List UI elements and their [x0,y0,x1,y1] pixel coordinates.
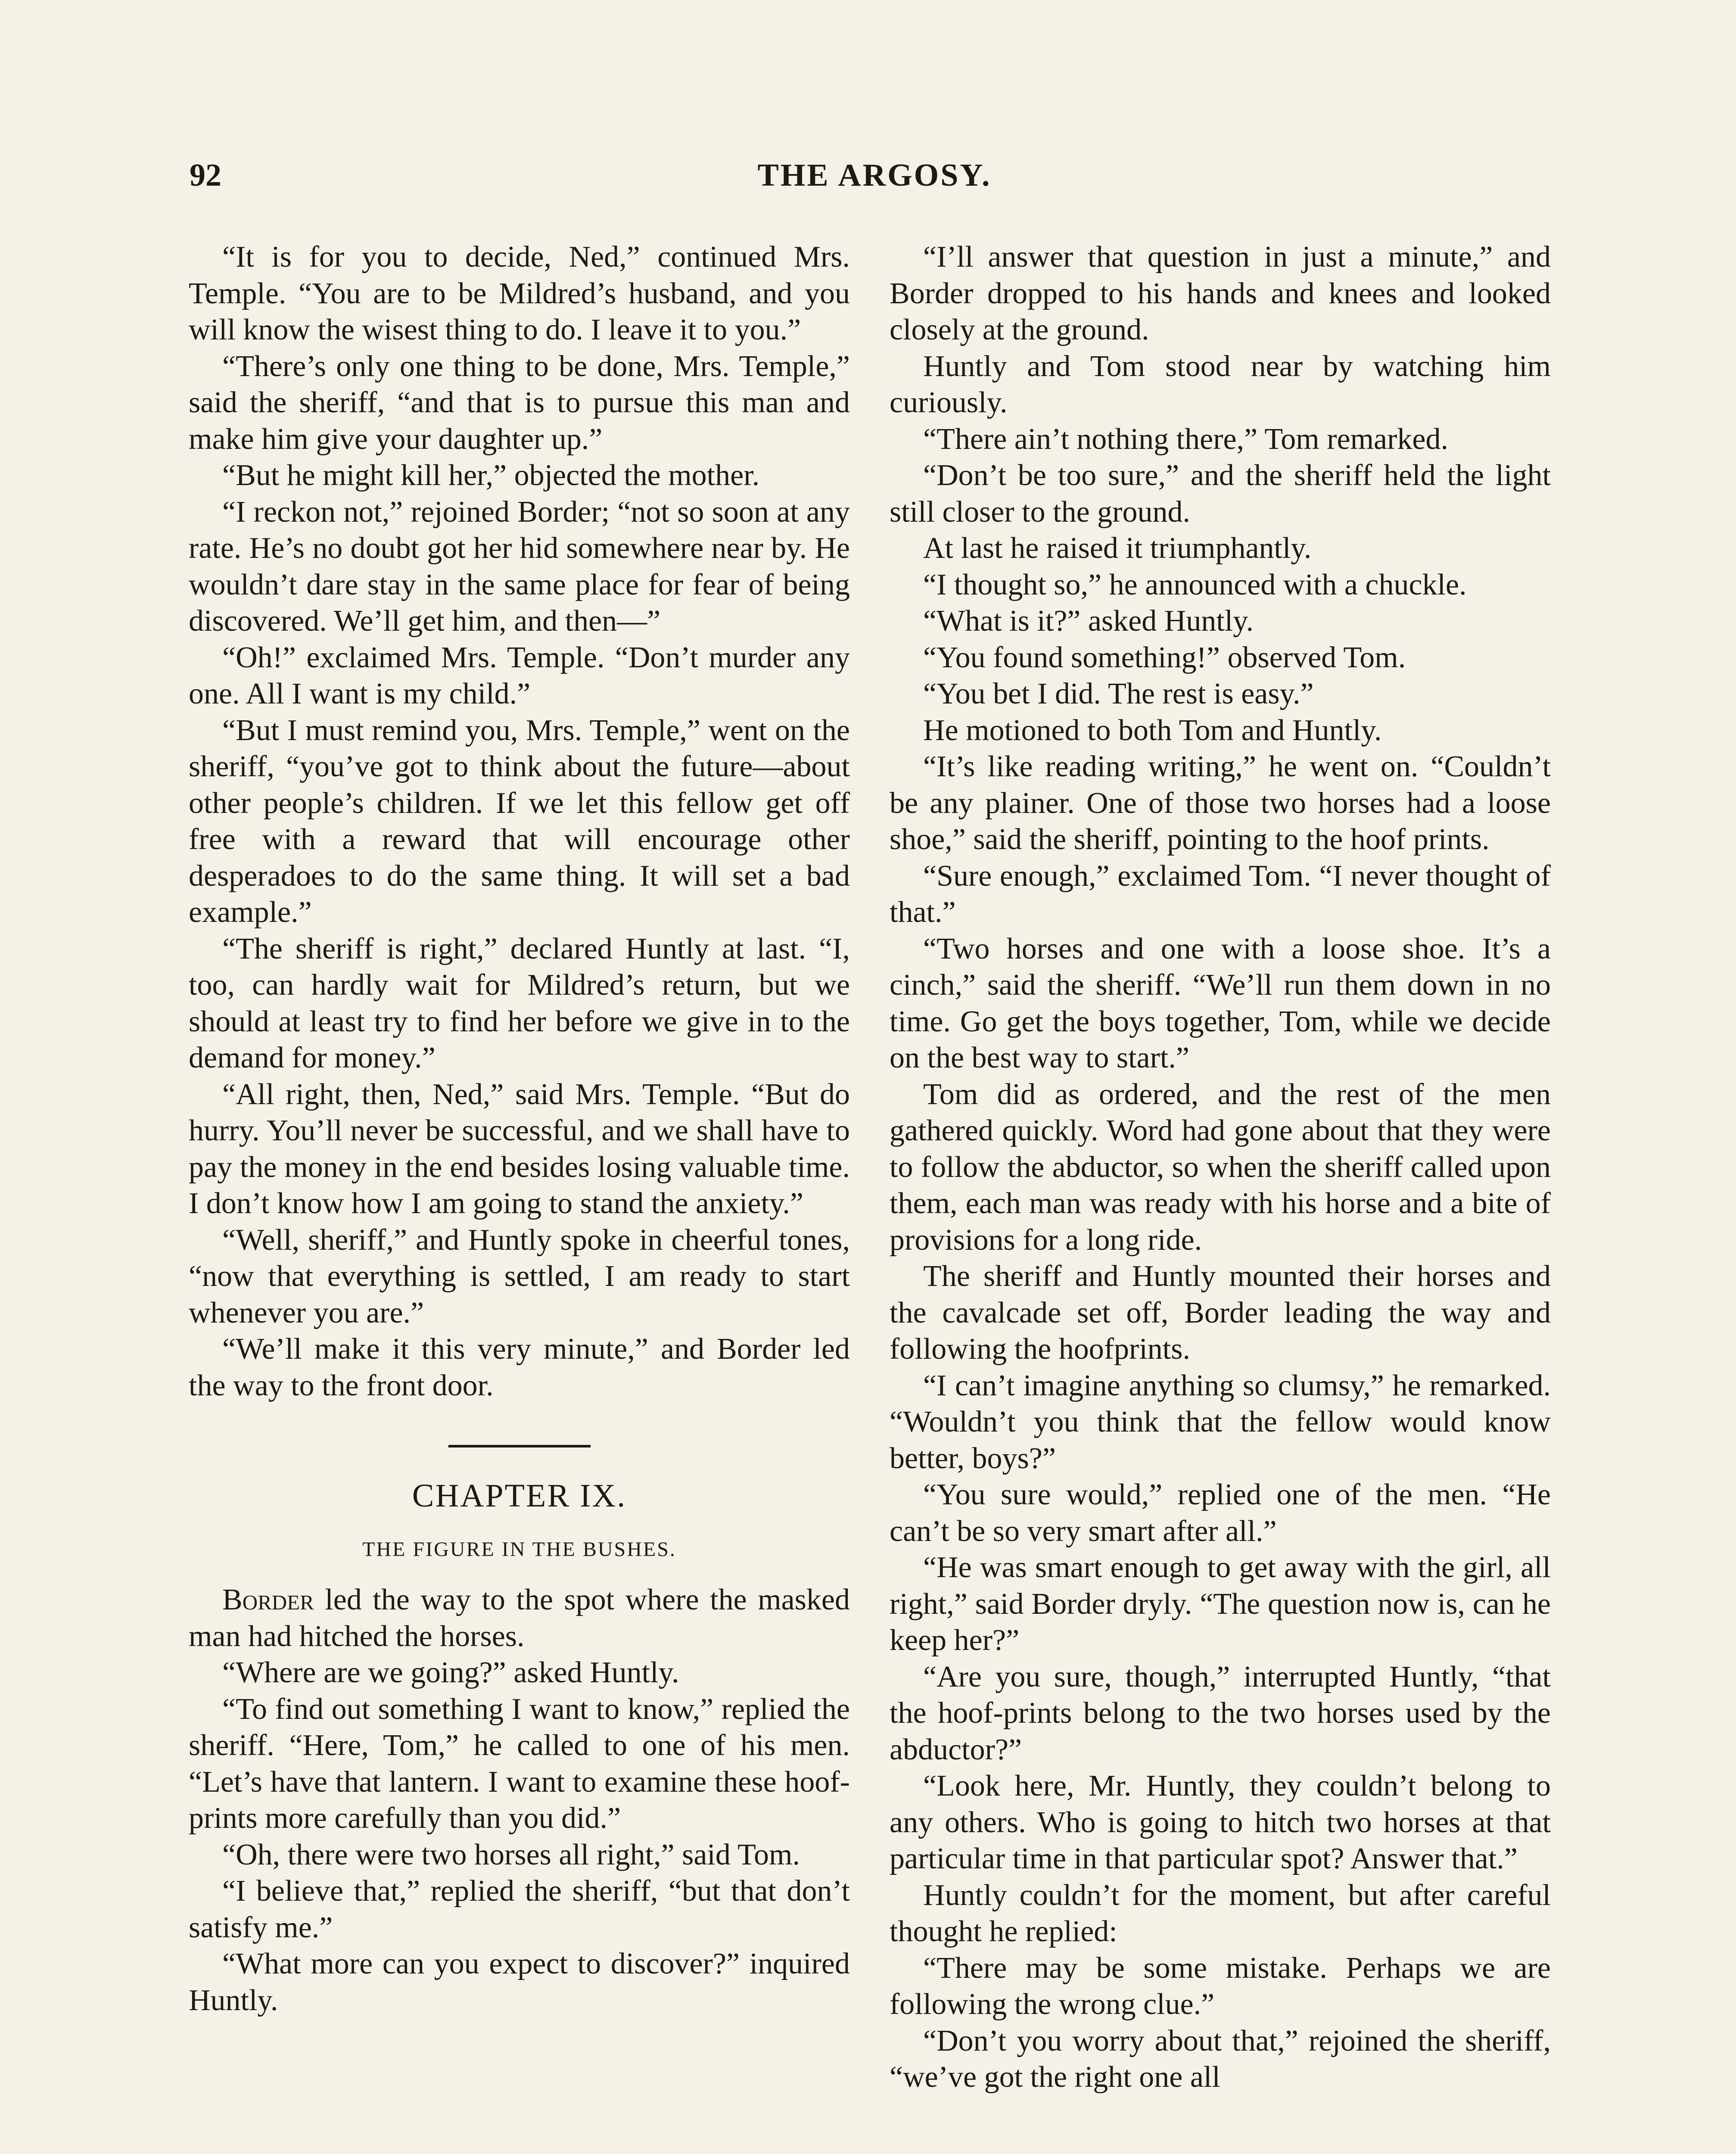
paragraph: The sheriff and Huntly mounted their horses and the cavalcade set off, Border leading the way and following the hoofprints. [890,1260,1551,1366]
running-head: THE ARGOSY. [757,158,992,193]
paragraph: “But he might kill her,” objected the mother. [222,459,760,492]
paragraph: “There’s only one thing to be done, Mrs. Temple,” said the sheriff, “and that is to pursue this man and make him give your daughter up.” [189,349,850,456]
chapter-lead-word: Border [222,1583,314,1616]
paragraph: “The sheriff is right,” declared Huntly at last. “I, too, can hardly wait for Mildred’s return, but we should at least try to find her before we give in to the demand for money.” [189,932,850,1074]
paragraph: “Are you sure, though,” interrupted Huntly, “that the hoof-prints belong to the two horses used by the abductor?” [890,1660,1551,1766]
paragraph: “Don’t be too sure,” and the sheriff held the light still closer to the ground. [890,459,1551,529]
paragraph: “Well, sheriff,” and Huntly spoke in cheerful tones, “now that everything is settled, I am ready to start whenever you are.” [189,1223,850,1329]
paragraph: “We’ll make it this very minute,” and Border led the way to the front door. [189,1332,850,1402]
page-number: 92 [190,158,221,193]
paragraph: “What is it?” asked Huntly. [923,604,1254,638]
paragraph: “What more can you expect to discover?” inquired Huntly. [189,1947,850,2017]
chapter-subtitle: THE FIGURE IN THE BUSHES. [362,1538,676,1561]
paragraph: “To find out something I want to know,” replied the sheriff. “Here, Tom,” he called to one of his men. “Let’s have that lantern. I want to examine these hoof-prints more carefully than you did.” [189,1692,850,1835]
page-header [190,157,1559,205]
paragraph: “It’s like reading writing,” he went on. “Couldn’t be any plainer. One of those two horses had a loose shoe,” said the sheriff, pointing to the hoof prints. [890,750,1551,856]
paragraph: “Sure enough,” exclaimed Tom. “I never thought of that.” [890,859,1551,929]
paragraph: “All right, then, Ned,” said Mrs. Temple. “But do hurry. You’ll never be successful, and we shall have to pay the money in the end besides losing valuable time. I don’t know how I am going to stand the anxiety.” [189,1077,850,1220]
paragraph: “You bet I did. The rest is easy.” [923,677,1314,710]
paragraph: “Don’t you worry about that,” rejoined the sheriff, “we’ve got the right one all [890,2024,1551,2094]
paragraph: “I reckon not,” rejoined Border; “not so soon at any rate. He’s no doubt got her hid somewhere near by. He wouldn’t dare stay in the same place for fear of being discovered. We’ll get him, and then—” [189,495,850,638]
paragraph: “Look here, Mr. Huntly, they couldn’t belong to any others. Who is going to hitch two horses at that particular time in that particular spot? Answer that.” [890,1769,1551,1875]
paragraph: “He was smart enough to get away with the girl, all right,” said Border dryly. “The question now is, can he keep her?” [890,1551,1551,1657]
paragraph: “I thought so,” he announced with a chuckle. [923,568,1467,601]
paragraph: “There may be some mistake. Perhaps we are following the wrong clue.” [890,1951,1551,2021]
paragraph: “Oh!” exclaimed Mrs. Temple. “Don’t murder any one. All I want is my child.” [189,641,850,710]
paragraph: At last he raised it triumphantly. [923,532,1312,565]
paragraph: Tom did as ordered, and the rest of the men gathered quickly. Word had gone about that they were to follow the abductor, so when the sheriff called upon them, each man was ready with his horse and a bite of provisions for a long ride. [890,1077,1551,1257]
paragraph: “But I must remind you, Mrs. Temple,” went on the sheriff, “you’ve got to think about the future—about other people’s children. If we let this fellow get off free with a reward that will encourage other desperadoes to do the same thing. It will set a bad example.” [189,713,850,929]
left-column [189,239,850,2019]
paragraph: “It is for you to decide, Ned,” continued Mrs. Temple. “You are to be Mildred’s husband, and you will know the wisest thing to do. I leave it to you.” [189,240,850,346]
chapter-opening-paragraph [189,1582,850,1655]
paragraph: He motioned to both Tom and Huntly. [923,713,1382,747]
paragraph: “There ain’t nothing there,” Tom remarked. [923,422,1448,456]
paragraph: “You found something!” observed Tom. [923,641,1406,674]
paragraph: “I’ll answer that question in just a minute,” and Border dropped to his hands and knees and looked closely at the ground. [890,240,1551,346]
right-column [890,239,1551,2096]
paragraph: “You sure would,” replied one of the men. “He can’t be so very smart after all.” [890,1478,1551,1548]
paragraph: “I can’t imagine anything so clumsy,” he remarked. “Wouldn’t you think that the fellow would know better, boys?” [890,1369,1551,1475]
paragraph: Huntly couldn’t for the moment, but after careful thought he replied: [890,1878,1551,1948]
paragraph: “Two horses and one with a loose shoe. It’s a cinch,” said the sheriff. “We’ll run them down in no time. Go get the boys together, Tom, while we decide on the best way to start.” [890,932,1551,1074]
paragraph: “Oh, there were two horses all right,” said Tom. [222,1838,800,1871]
chapter-opening-text: led the way to the spot where the masked man had hitched the horses. [189,1583,850,1653]
paragraph: “I believe that,” replied the sheriff, “but that don’t satisfy me.” [189,1874,850,1944]
chapter-title: CHAPTER IX. [412,1478,627,1514]
section-divider [448,1445,591,1447]
paragraph: Huntly and Tom stood near by watching him curiously. [890,349,1551,419]
paragraph: “Where are we going?” asked Huntly. [222,1656,679,1689]
